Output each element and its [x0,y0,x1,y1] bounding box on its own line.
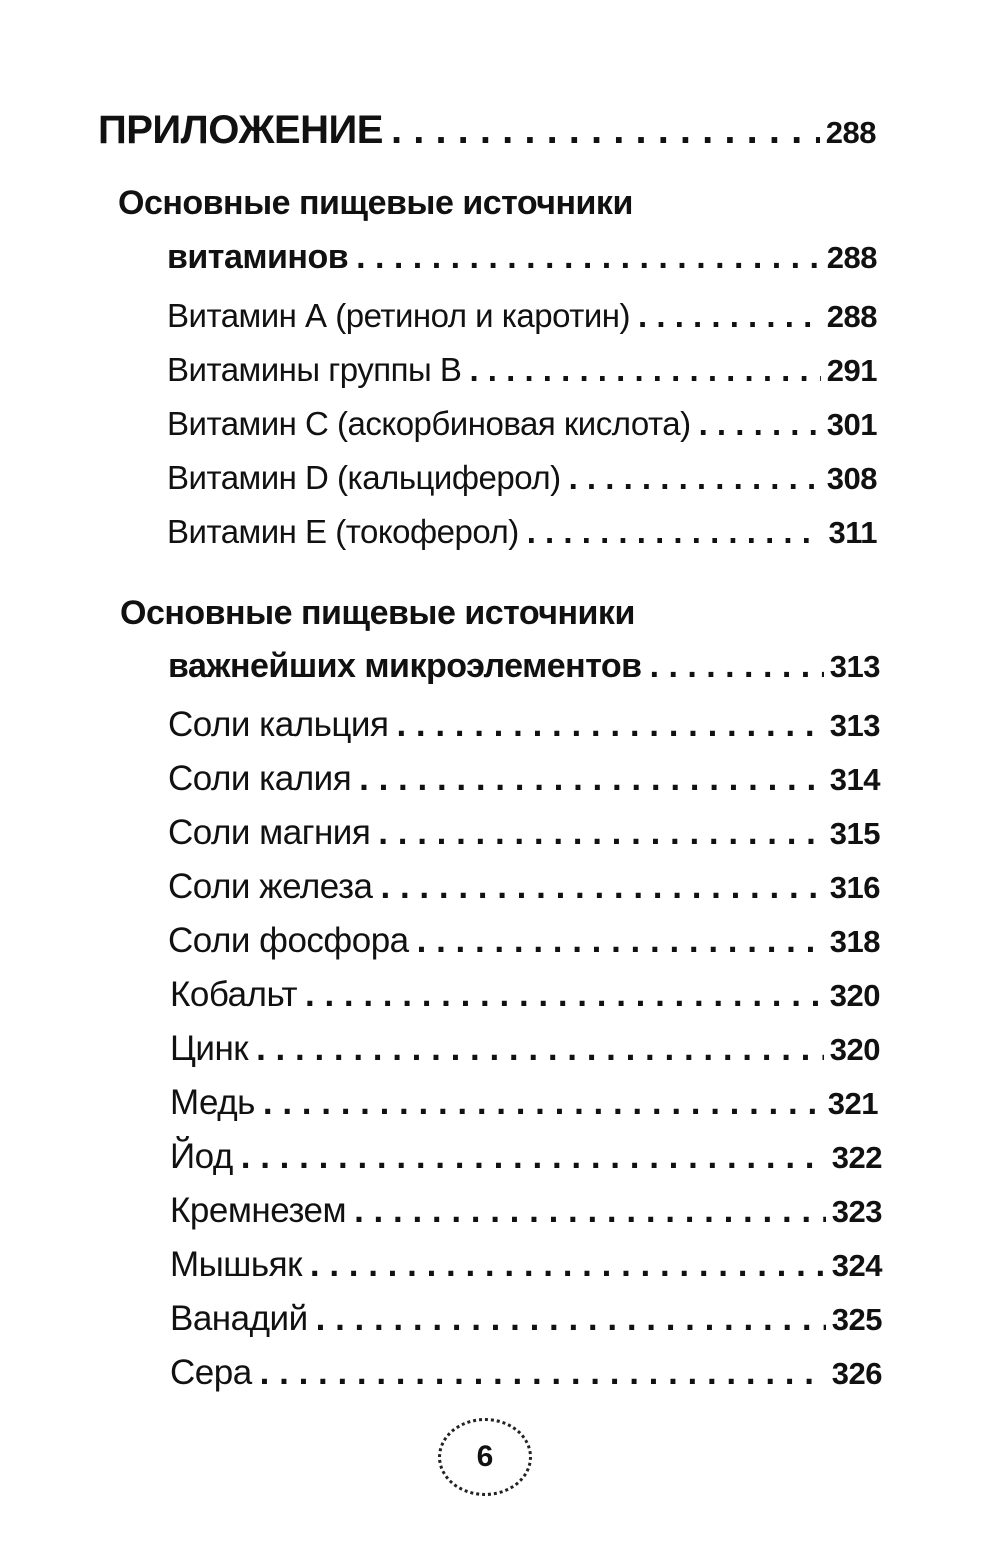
dot-leader [378,813,823,853]
dot-leader [263,1083,822,1123]
dot-leader [359,759,824,799]
dot-leader [381,867,824,907]
toc-entry-label: ПРИЛОЖЕНИЕ [98,108,383,152]
dot-leader [391,108,820,153]
dot-leader [310,1245,826,1285]
toc-entry-vitamins[interactable] [167,238,877,277]
toc-entry-label: Медь [170,1083,255,1122]
toc-entry-page: 316 [829,870,880,905]
toc-entry-page: 313 [829,649,880,684]
toc-entry-page: 315 [829,816,880,851]
toc-entry-page: 288 [826,299,877,334]
dot-leader [260,1353,826,1393]
section-heading-microelements: Основные пищевые источники [120,594,635,632]
toc-entry[interactable] [170,1137,882,1177]
dot-leader [638,297,821,335]
toc-entry[interactable] [167,459,877,497]
toc-entry-label: Соли фосфора [168,921,409,960]
toc-entry-page: 314 [829,762,880,797]
toc-entry[interactable] [167,351,877,389]
toc-entry-label: Ванадий [170,1299,308,1338]
dot-leader [256,1029,824,1069]
toc-entry-label: Витамин D (кальциферол) [167,459,561,496]
toc-entry[interactable] [168,759,880,799]
toc-entry-page: 323 [831,1194,882,1229]
toc-entry-label: витаминов [167,238,349,276]
toc-entry-label: Витамины группы В [167,351,462,388]
toc-entry-page: 320 [829,1032,880,1067]
toc-entry-label: Соли магния [168,813,371,852]
toc-entry[interactable] [170,1245,882,1285]
dot-leader [241,1137,826,1177]
toc-entry-label: Кобальт [170,975,298,1014]
toc-entry-page: 318 [829,924,880,959]
toc-entry-label: Соли железа [168,867,373,906]
toc-entry-label: Соли кальция [168,705,389,744]
toc-entry-page: 288 [825,115,876,150]
toc-entry[interactable] [168,813,880,853]
toc-entry-label: Йод [170,1137,233,1176]
toc-entry-page: 288 [826,240,877,275]
toc-entry[interactable] [168,705,880,745]
toc-entry-page: 324 [831,1248,882,1283]
toc-entry-page: 326 [831,1356,882,1391]
toc-entry-page: 311 [828,515,877,550]
toc-entry-page: 291 [826,353,877,388]
toc-entry[interactable] [170,1191,882,1231]
dot-leader [527,513,823,551]
toc-entry-label: Витамин А (ретинол и каротин) [167,297,631,334]
toc-entry-page: 322 [831,1140,882,1175]
toc-entry-page: 321 [827,1086,878,1121]
dot-leader [699,405,821,443]
page-number-text: 6 [476,1440,494,1473]
toc-entry[interactable] [170,1029,880,1069]
toc-entry-label: Кремнезем [170,1191,347,1230]
dot-leader [569,459,821,497]
toc-entry[interactable] [167,405,877,443]
dot-leader [417,921,824,961]
toc-entry[interactable] [170,1353,882,1393]
toc-entry-page: 325 [831,1302,882,1337]
toc-entry[interactable] [170,1083,878,1123]
toc-entry[interactable] [170,975,880,1015]
page-number [438,1418,532,1496]
toc-entry[interactable] [167,513,877,551]
toc-entry-label: Витамин Е (токоферол) [167,513,519,550]
toc-entry-page: 301 [826,407,877,442]
dot-leader [469,351,820,389]
dot-leader [396,705,823,745]
toc-entry[interactable] [170,1299,882,1339]
dot-leader [316,1299,826,1339]
toc-entry-label: Витамин С (аскорбиновая кислота) [167,405,691,442]
section-heading-vitamins: Основные пищевые источники [118,184,633,222]
toc-entry-microelements[interactable] [168,647,880,686]
dot-leader [305,975,824,1015]
toc-entry-label: Мышьяк [170,1245,302,1284]
dot-leader [650,647,824,686]
toc-entry-label: важнейших микроэлементов [168,647,642,685]
toc-entry-label: Цинк [170,1029,249,1068]
dot-leader [354,1191,826,1231]
toc-entry-page: 320 [829,978,880,1013]
toc-entry[interactable] [167,297,877,335]
toc-entry[interactable] [168,921,880,961]
toc-entry-label: Соли калия [168,759,352,798]
dot-leader [356,238,821,277]
toc-entry-page: 313 [829,708,880,743]
toc-entry-appendix[interactable] [98,108,876,153]
toc-entry-page: 308 [826,461,877,496]
toc-entry[interactable] [168,867,880,907]
toc-entry-label: Сера [170,1353,252,1392]
